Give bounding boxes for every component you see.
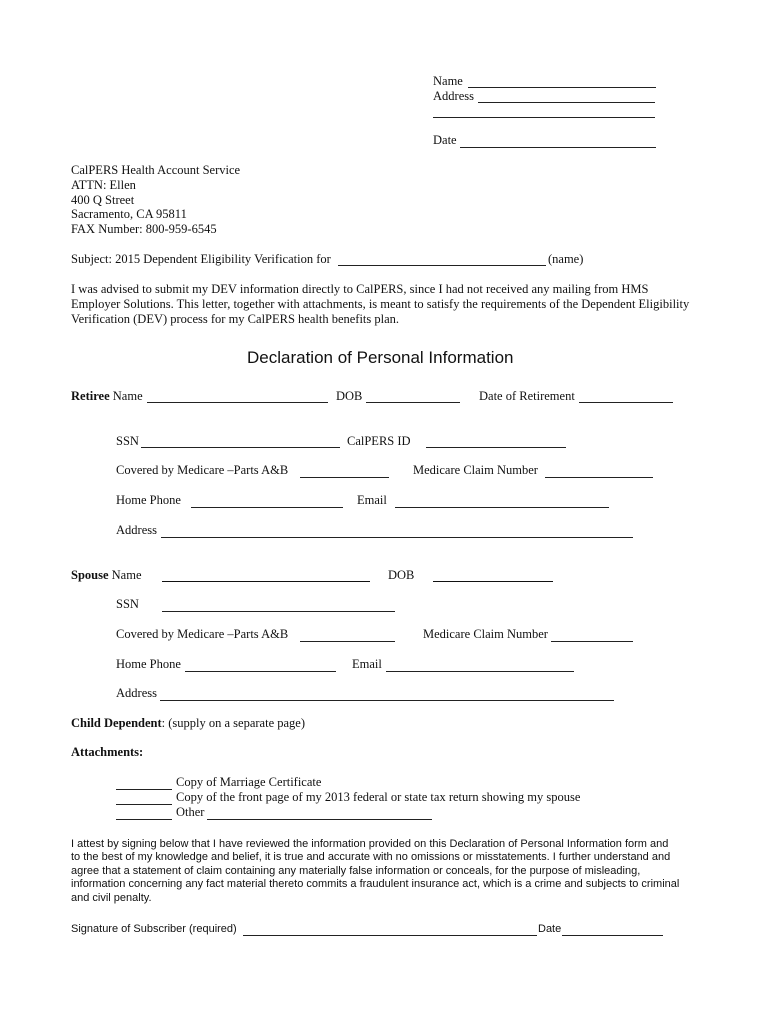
retiree-claim-label: Medicare Claim Number xyxy=(413,463,538,477)
attest-line-3: agree that a statement of claim containing any materially false information or conceals, for the purpose of misleading, xyxy=(71,865,641,877)
retiree-bold-label: Retiree xyxy=(71,389,110,403)
retiree-name-field[interactable] xyxy=(147,402,328,403)
spouse-name-text: Name xyxy=(111,568,142,582)
spouse-name-label xyxy=(71,568,142,583)
retiree-email-label: Email xyxy=(357,493,387,507)
recipient-line-2: ATTN: Ellen xyxy=(71,178,136,192)
spouse-phone-label: Home Phone xyxy=(116,657,181,671)
retiree-medicare-field[interactable] xyxy=(300,477,389,478)
spouse-claim-label: Medicare Claim Number xyxy=(423,627,548,641)
header-name-label: Name xyxy=(433,74,463,88)
intro-line-1: I was advised to submit my DEV information directly to CalPERS, since I had not received any mailing from HMS xyxy=(71,282,649,296)
header-date-field[interactable] xyxy=(460,147,656,148)
signature-date-field[interactable] xyxy=(562,935,663,936)
header-address-field[interactable] xyxy=(478,102,655,103)
signature-field[interactable] xyxy=(243,935,537,936)
recipient-line-5: FAX Number: 800-959-6545 xyxy=(71,222,217,236)
retiree-retirement-field[interactable] xyxy=(579,402,673,403)
spouse-name-field[interactable] xyxy=(162,581,370,582)
spouse-dob-label: DOB xyxy=(388,568,415,582)
intro-line-2: Employer Solutions. This letter, together with attachments, is meant to satisfy the requirements of the Dependent Eligibility xyxy=(71,297,690,311)
attachment-checkline-2[interactable] xyxy=(116,804,172,805)
child-dependent xyxy=(71,716,305,731)
attachments-label xyxy=(71,745,143,760)
retiree-calpers-id-label: CalPERS ID xyxy=(347,434,411,448)
attachment-checkline-1[interactable] xyxy=(116,789,172,790)
attest-line-1: I attest by signing below that I have reviewed the information provided on this Declaration of Personal Information form and xyxy=(71,838,669,850)
signature-date-label: Date xyxy=(538,923,562,935)
spouse-ssn-field[interactable] xyxy=(162,611,395,612)
header-address-field-2[interactable] xyxy=(433,117,655,118)
retiree-name-text: Name xyxy=(112,389,143,403)
recipient-line-4: Sacramento, CA 95811 xyxy=(71,207,187,221)
child-dependent-bold: Child Dependent xyxy=(71,716,162,730)
attest-line-2: to the best of my knowledge and belief, it is true and accurate with no omissions or misstatements. I further understand and xyxy=(71,851,671,863)
spouse-phone-field[interactable] xyxy=(185,671,336,672)
retiree-phone-label: Home Phone xyxy=(116,493,181,507)
recipient-line-1: CalPERS Health Account Service xyxy=(71,163,241,177)
retiree-name-label xyxy=(71,389,143,404)
spouse-dob-field[interactable] xyxy=(433,581,553,582)
spouse-medicare-field[interactable] xyxy=(300,641,395,642)
intro-line-3: Verification (DEV) process for my CalPERS health benefits plan. xyxy=(71,312,400,326)
spouse-claim-field[interactable] xyxy=(551,641,633,642)
attachment-item-1: Copy of Marriage Certificate xyxy=(176,775,322,789)
retiree-ssn-field[interactable] xyxy=(141,447,340,448)
subject-name-field[interactable] xyxy=(338,265,546,266)
retiree-medicare-label: Covered by Medicare –Parts A&B xyxy=(116,463,289,477)
spouse-email-field[interactable] xyxy=(386,671,574,672)
attachment-other-field[interactable] xyxy=(207,819,432,820)
attachments-label-text: Attachments: xyxy=(71,745,144,759)
retiree-calpers-id-field[interactable] xyxy=(426,447,566,448)
recipient-line-3: 400 Q Street xyxy=(71,193,135,207)
spouse-bold-label: Spouse xyxy=(71,568,109,582)
retiree-email-field[interactable] xyxy=(395,507,609,508)
signature-label: Signature of Subscriber (required) xyxy=(71,923,237,935)
retiree-address-label: Address xyxy=(116,523,157,537)
subject-label: Subject: 2015 Dependent Eligibility Verification for xyxy=(71,252,331,266)
child-dependent-text: : (supply on a separate page) xyxy=(161,716,306,730)
header-address-label: Address xyxy=(433,89,474,103)
attest-line-4: information concerning any fact material thereto commits a fraudulent insurance act, which is a crime and subjects to criminal xyxy=(71,878,680,890)
retiree-phone-field[interactable] xyxy=(191,507,343,508)
retiree-retirement-label: Date of Retirement xyxy=(479,389,575,403)
attachment-checkline-3[interactable] xyxy=(116,819,172,820)
spouse-ssn-label: SSN xyxy=(116,597,139,611)
attachment-item-2: Copy of the front page of my 2013 federal or state tax return showing my spouse xyxy=(176,790,581,804)
subject-suffix: (name) xyxy=(548,252,584,266)
header-date-label: Date xyxy=(433,133,457,147)
attest-line-5: and civil penalty. xyxy=(71,892,152,904)
spouse-address-label: Address xyxy=(116,686,157,700)
retiree-claim-field[interactable] xyxy=(545,477,653,478)
retiree-dob-label: DOB xyxy=(336,389,363,403)
spouse-medicare-label: Covered by Medicare –Parts A&B xyxy=(116,627,289,641)
retiree-address-field[interactable] xyxy=(161,537,633,538)
spouse-address-field[interactable] xyxy=(160,700,614,701)
retiree-ssn-label: SSN xyxy=(116,434,139,448)
header-name-field[interactable] xyxy=(468,87,656,88)
retiree-dob-field[interactable] xyxy=(366,402,460,403)
spouse-email-label: Email xyxy=(352,657,382,671)
form-title: Declaration of Personal Information xyxy=(247,348,514,367)
attachment-item-3: Other xyxy=(176,805,205,819)
